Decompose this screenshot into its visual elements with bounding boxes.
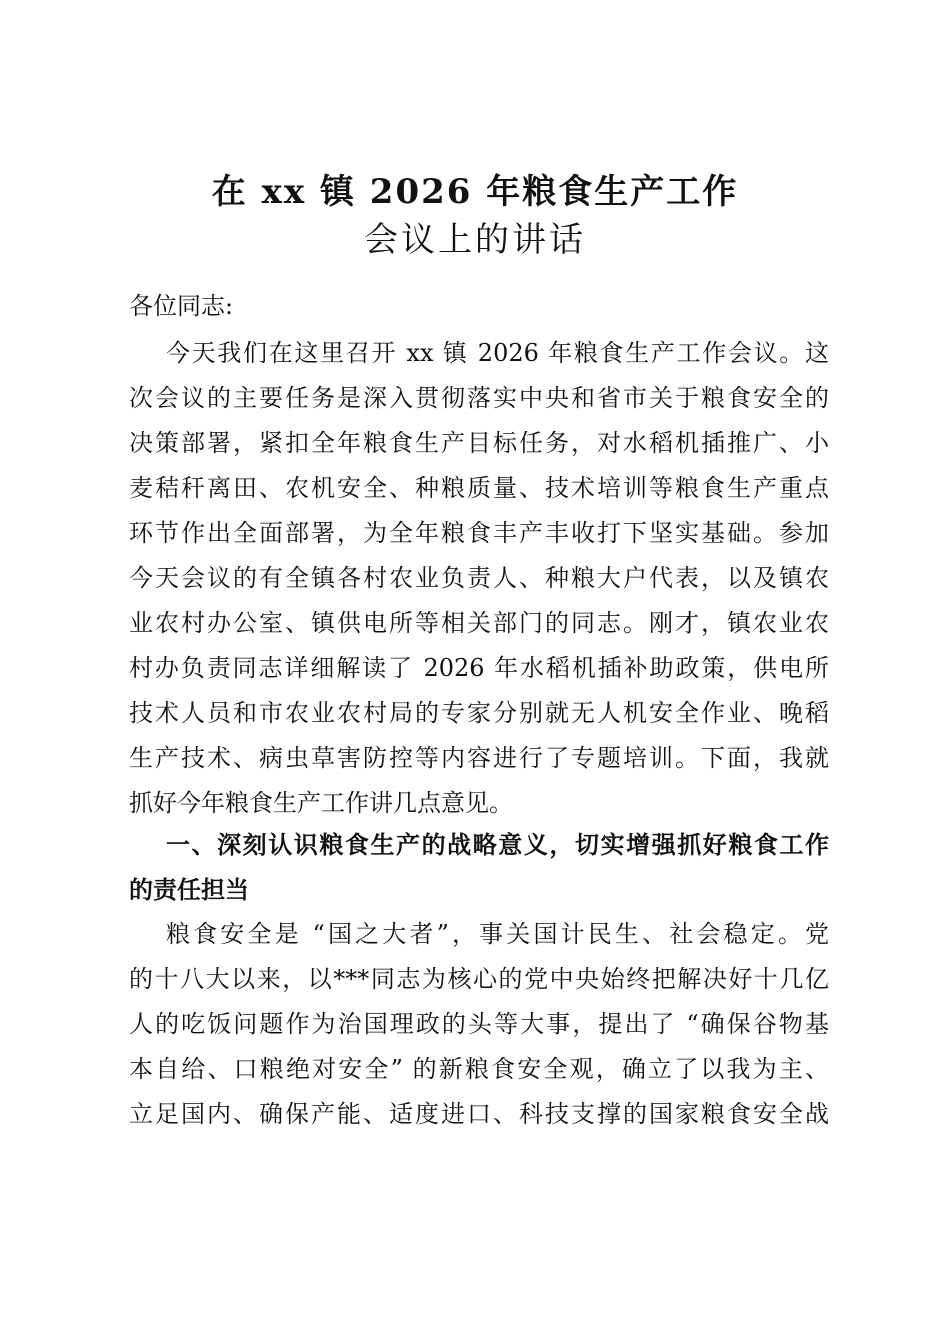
paragraph-line: 立足国内、确保产能、适度进口、科技支撑的国家粮食安全战 [129, 1100, 829, 1128]
paragraph-line: 今天会议的有全镇各村农业负责人、种粮大户代表，以及镇农 [129, 564, 829, 592]
salutation: 各位同志: [129, 292, 234, 320]
paragraph-line: 今天我们在这里召开 xx 镇 2026 年粮食生产工作会议。这 [166, 339, 829, 367]
paragraph-line: 本自给、口粮绝对安全” 的新粮食安全观，确立了以我为主、 [129, 1055, 829, 1083]
paragraph-line: 村办负责同志详细解读了 2026 年水稻机插补助政策，供电所 [129, 654, 829, 682]
document-title-line-2: 会议上的讲话 [364, 220, 586, 260]
paragraph-line: 抓好今年粮食生产工作讲几点意见。 [129, 789, 513, 817]
paragraph-line: 技术人员和市农业农村局的专家分别就无人机安全作业、晚稻 [129, 699, 829, 727]
paragraph-line: 次会议的主要任务是深入贯彻落实中央和省市关于粮食安全的 [129, 384, 829, 412]
paragraph-line: 生产技术、病虫草害防控等内容进行了专题培训。下面，我就 [129, 744, 829, 772]
document-title-line-1: 在 xx 镇 2026 年粮食生产工作 [211, 172, 739, 212]
paragraph-line: 粮食安全是 “国之大者”，事关国计民生、社会稳定。党 [166, 920, 829, 948]
paragraph-line: 的十八大以来，以***同志为核心的党中央始终把解决好十几亿 [129, 965, 829, 993]
paragraph-line: 环节作出全面部署，为全年粮食丰产丰收打下坚实基础。参加 [129, 519, 829, 547]
paragraph-line: 麦秸秆离田、农机安全、种粮质量、技术培训等粮食生产重点 [129, 474, 829, 502]
paragraph-line: 人的吃饭问题作为治国理政的头等大事，提出了 “确保谷物基 [129, 1010, 829, 1038]
paragraph-line: 决策部署，紧扣全年粮食生产目标任务，对水稻机插推广、小 [129, 429, 829, 457]
heading-line: 的责任担当 [129, 875, 249, 904]
heading-line: 一、深刻认识粮食生产的战略意义，切实增强抓好粮食工作 [166, 830, 829, 859]
paragraph-line: 业农村办公室、镇供电所等相关部门的同志。刚才，镇农业农 [129, 609, 829, 637]
